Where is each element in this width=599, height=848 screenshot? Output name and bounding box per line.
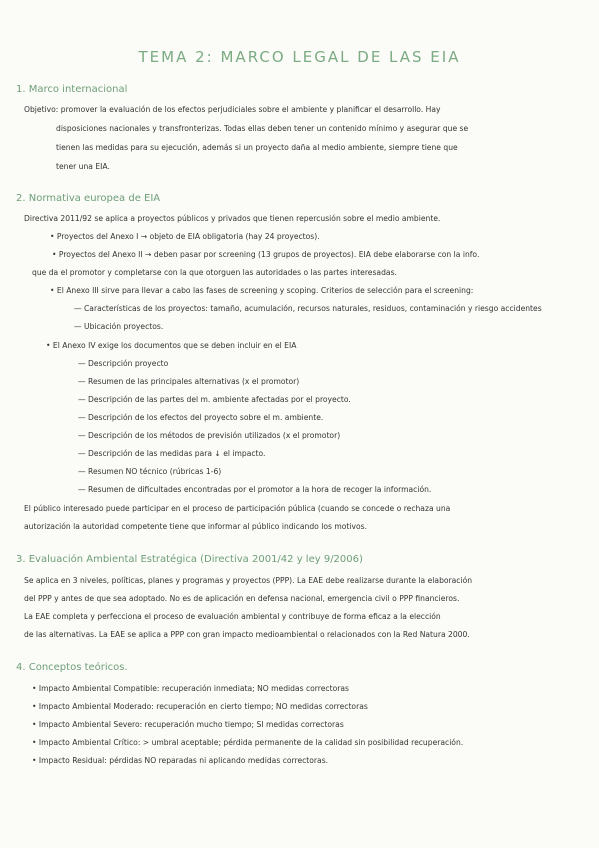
section-3-line: de las alternativas. La EAE se aplica a PPP con gran impacto medioambiental o relacionados con la Red Natura 2000.: [24, 630, 470, 639]
section-2-line: — Características de los proyectos: tamaño, acumulación, recursos naturales, residuos, contaminación y riesgo accidentes: [74, 304, 542, 313]
section-2-line: — Descripción de las partes del m. ambiente afectadas por el proyecto.: [78, 395, 351, 404]
section-2-line: — Descripción de los efectos del proyecto sobre el m. ambiente.: [78, 413, 324, 422]
section-2-line: — Descripción de los métodos de previsión utilizados (x el promotor): [78, 431, 341, 440]
section-3-line: Se aplica en 3 niveles, políticas, planes y programas y proyectos (PPP). La EAE debe realizarse durante la elaboración: [24, 576, 473, 585]
section-2-line: que da el promotor y completarse con la que otorguen las autoridades o las partes interesadas.: [32, 268, 397, 277]
section-2-line: — Resumen de dificultades encontradas por el promotor a la hora de recoger la información.: [78, 485, 432, 494]
section-2-line: autorización la autoridad competente tiene que informar al público indicando los motivos.: [24, 522, 367, 531]
section-3-line: La EAE completa y perfecciona el proceso de evaluación ambiental y contribuye de forma eficaz a la elección: [24, 612, 441, 621]
section-2-line: El público interesado puede participar en el proceso de participación pública (cuando se concede o rechaza una: [24, 504, 451, 513]
section-4-line: • Impacto Ambiental Severo: recuperación mucho tiempo; SI medidas correctoras: [32, 720, 344, 729]
section-2-line: • El Anexo IV exige los documentos que se deben incluir en el EIA: [46, 341, 297, 350]
section-2-line: — Resumen NO técnico (rúbricas 1-6): [78, 467, 222, 476]
section-2-line: — Resumen de las principales alternativas (x el promotor): [78, 377, 300, 386]
section-3-line: del PPP y antes de que sea adoptado. No es de aplicación en defensa nacional, emergencia civil o PPP financieros.: [24, 594, 460, 603]
section-1-line: Objetivo: promover la evaluación de los efectos perjudiciales sobre el ambiente y planificar el desarrollo. Hay: [24, 105, 441, 114]
section-4-line: • Impacto Ambiental Crítico: > umbral aceptable; pérdida permanente de la calidad sin posibilidad recuperación.: [32, 738, 464, 747]
section-2-line: — Descripción de las medidas para ↓ el impacto.: [78, 449, 266, 458]
section-2-line: • Proyectos del Anexo II → deben pasar por screening (13 grupos de proyectos). EIA debe elaborarse con la info.: [52, 250, 480, 259]
section-4-line: • Impacto Ambiental Compatible: recuperación inmediata; NO medidas correctoras: [32, 684, 349, 693]
section-4-line: • Impacto Ambiental Moderado: recuperación en cierto tiempo; NO medidas correctoras: [32, 702, 368, 711]
section-1-heading: 1. Marco internacional: [16, 84, 128, 95]
section-2-line: — Descripción proyecto: [78, 359, 169, 368]
section-2-line: Directiva 2011/92 se aplica a proyectos públicos y privados que tienen repercusión sobre el medio ambiente.: [24, 214, 441, 223]
section-1-line: tienen las medidas para su ejecución, además si un proyecto daña al medio ambiente, siempre tiene que: [56, 143, 458, 152]
section-2-line: • Proyectos del Anexo I → objeto de EIA obligatoria (hay 24 proyectos).: [50, 232, 320, 241]
section-2-line: • El Anexo III sirve para llevar a cabo las fases de screening y scoping. Criterios de selección para el screening:: [50, 286, 474, 295]
section-3-heading: 3. Evaluación Ambiental Estratégica (Directiva 2001/42 y ley 9/2006): [16, 554, 363, 565]
page-title: TEMA 2: MARCO LEGAL DE LAS EIA: [138, 48, 461, 66]
section-4-heading: 4. Conceptos teóricos.: [16, 662, 128, 673]
section-4-line: • Impacto Residual: pérdidas NO reparadas ni aplicando medidas correctoras.: [32, 756, 329, 765]
section-1-line: tener una EIA.: [56, 162, 110, 171]
section-2-heading: 2. Normativa europea de EIA: [16, 193, 161, 204]
section-1-line: disposiciones nacionales y transfronterizas. Todas ellas deben tener un contenido mínimo y asegurar que se: [56, 124, 469, 133]
section-2-line: — Ubicación proyectos.: [74, 322, 164, 331]
